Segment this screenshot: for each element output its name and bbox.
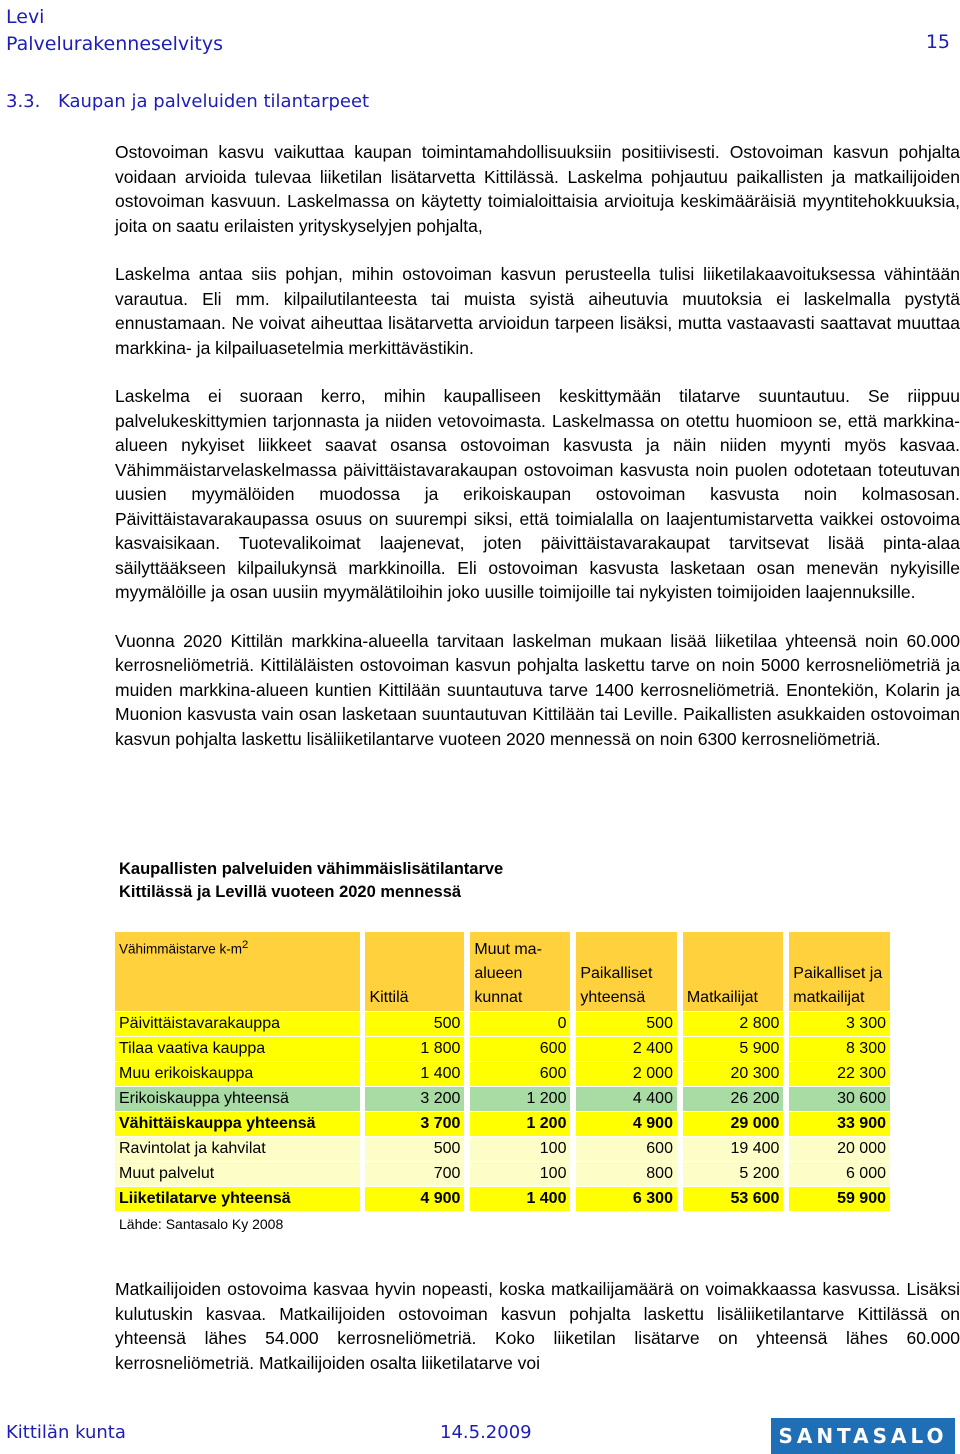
table-row: [115, 1037, 890, 1061]
row-label: Liiketilatarve yhteensä: [115, 1187, 360, 1211]
table-cell: 1 400: [470, 1187, 570, 1211]
table-cell: 3 200: [365, 1087, 464, 1111]
table-cell: 700: [365, 1162, 464, 1186]
table-row: [115, 1137, 890, 1161]
table-row: [115, 1012, 890, 1036]
table-header-row: [115, 932, 890, 1011]
running-header: [6, 4, 223, 58]
footer-date: 14.5.2009: [440, 1422, 532, 1443]
table-cell: 600: [576, 1137, 677, 1161]
table-cell: 6 300: [576, 1187, 677, 1211]
body-text-top: [115, 140, 960, 751]
table-cell: 59 900: [789, 1187, 890, 1211]
table-cell: 2 400: [576, 1037, 677, 1061]
table-cell: 1 800: [365, 1037, 464, 1061]
table-cell: 100: [470, 1137, 570, 1161]
table-cell: 5 200: [683, 1162, 784, 1186]
table-title: [119, 858, 503, 904]
row-label: Erikoiskauppa yhteensä: [115, 1087, 360, 1111]
paragraph-3: Laskelma ei suoraan kerro, mihin kaupalliseen keskittymään tilatarve suuntautuu. Se riippuu palvelukeskittymien tarjonnasta ja niiden vetovoimasta. Laskelmassa on otettu huomioon se, että markkina-alueen nykyiset liikkeet saavat osansa ostovoiman kasvusta ja näin niiden myynti myös kasvaa. Vähimmäistarvelaskelmassa päivittäistavarakaupan ostovoiman kasvusta noin puolen odotetaan toteutuvan uusien myymälöiden muodossa ja erikoiskaupan ostovoiman kasvusta noin kolmasosan. Päivittäistavarakaupassa osuus on suurempi siksi, että toimialalla on laajentumistarvetta vaikkei ostovoima kasvaisikaan. Tuotevalikoimat laajenevat, joten päivittäistavarakaupat tarvitsevat lisää pinta-alaa säilyttääkseen kilpailukynsä markkinoilla. Eli ostovoiman kasvusta lasketaan osan menevän nykyisille myymälöille ja osan uusiin myymälätiloihin joko uusille toimijoille tai nykyisten toimijoiden laajennuksille.: [115, 386, 960, 602]
table-cell: 20 000: [789, 1137, 890, 1161]
table-cell: 500: [365, 1137, 464, 1161]
paragraph-4: Vuonna 2020 Kittilän markkina-alueella tarvitaan laskelman mukaan lisää liiketilaa yhteensä noin 60.000 kerrosneliömetriä. Kittiläläisten ostovoiman kasvun pohjalta laskettu tarve on noin 5000 kerrosneliömetriä ja muiden markkina-alueen kuntien Kittilään suuntautuva tarve 1400 kerrosneliömetriä. Enontekiön, Kolarin ja Muonion kasvusta vain osan lasketaan suuntautuvan Kittilään tai Leville. Paikallisten asukkaiden ostovoiman kasvun pohjalta laskettu lisäliiketilantarve vuoteen 2020 mennessä on noin 6300 kerrosneliömetriä.: [115, 630, 960, 749]
table-cell: 2 800: [683, 1012, 784, 1036]
row-label: Tilaa vaativa kauppa: [115, 1037, 360, 1061]
footer-municipality: Kittilän kunta: [6, 1422, 126, 1443]
table-source: Lähde: Santasalo Ky 2008: [119, 1216, 284, 1232]
table-cell: 53 600: [683, 1187, 784, 1211]
table-cell: 1 400: [365, 1062, 464, 1086]
table-cell: 5 900: [683, 1037, 784, 1061]
santasalo-logo: SANTASALO: [771, 1418, 955, 1454]
table-cell: 500: [576, 1012, 677, 1036]
paragraph-2: Laskelma antaa siis pohjan, mihin ostovoiman kasvun perusteella tulisi liiketilakaavoituksessa vähintään varautua. Eli mm. kilpailutilanteesta tai muista syistä aiheutuvia muutoksia ei laskelmalla pystytä ennustamaan. Ne voivat aiheuttaa lisätarvetta arvioidun tarpeen lisäksi, mutta vastaavasti saattavat muuttaa markkina- ja kilpailuasetelmia merkittävästikin.: [115, 264, 960, 358]
row-label: Muut palvelut: [115, 1162, 360, 1186]
section-heading: [6, 91, 369, 112]
table-cell: 600: [470, 1062, 570, 1086]
table-cell: 100: [470, 1162, 570, 1186]
table-cell: 4 900: [365, 1187, 464, 1211]
column-header: Muut ma-alueen kunnat: [470, 932, 570, 1011]
table-cell: 2 000: [576, 1062, 677, 1086]
table-cell: 20 300: [683, 1062, 784, 1086]
row-label: Muu erikoiskauppa: [115, 1062, 360, 1086]
table-cell: 22 300: [789, 1062, 890, 1086]
table-cell: 26 200: [683, 1087, 784, 1111]
table-cell: 8 300: [789, 1037, 890, 1061]
header-line-2: Palvelurakenneselvitys: [6, 33, 224, 55]
table-title-line-1: Kaupallisten palveluiden vähimmäislisätilantarve: [119, 860, 504, 878]
table-cell: 29 000: [683, 1112, 784, 1136]
row-label: Vähittäiskauppa yhteensä: [115, 1112, 360, 1136]
table-cell: 30 600: [789, 1087, 890, 1111]
table-cell: 3 300: [789, 1012, 890, 1036]
table-cell: 800: [576, 1162, 677, 1186]
paragraph-5: Matkailijoiden ostovoima kasvaa hyvin nopeasti, koska matkailijamäärä on voimakkaassa kasvussa. Lisäksi kulutuskin kasvaa. Matkailijoiden ostovoiman kasvun pohjalta laskettu lisäliiketilantarve Kittilässä on yhteensä lähes 54.000 kerrosneliömetriä. Koko liiketilan lisätarve on yhteensä lähes 60.000 kerrosneliömetriä. Matkailijoiden osalta liiketilatarve voi: [115, 1279, 960, 1373]
table-cell: 600: [470, 1037, 570, 1061]
table-row: [115, 1087, 890, 1111]
section-title: Kaupan ja palveluiden tilantarpeet: [58, 91, 370, 112]
paragraph-1: Ostovoiman kasvu vaikuttaa kaupan toimintamahdollisuuksiin positiivisesti. Ostovoiman kasvun pohjalta voidaan arvioida tulevaa liiketilan lisätarvetta Kittilässä. Laskelma pohjautuu paikallisten ja matkailijoiden ostovoiman kasvuun. Laskelmassa on käytetty toimialoittaisia arvioituja keskimääräisiä myyntitehokkuuksia, joita on saatu erilaisten yrityskyselyjen pohjalta,: [115, 142, 960, 236]
column-header: Paikalliset ja matkailijat: [789, 932, 890, 1011]
table-cell: 6 000: [789, 1162, 890, 1186]
table-cell: 33 900: [789, 1112, 890, 1136]
body-text-bottom: [115, 1277, 960, 1375]
space-requirement-table: [115, 931, 890, 1212]
table-cell: 3 700: [365, 1112, 464, 1136]
table-cell: 19 400: [683, 1137, 784, 1161]
section-number: 3.3.: [6, 91, 41, 112]
table-cell: 4 400: [576, 1087, 677, 1111]
table-cell: 4 900: [576, 1112, 677, 1136]
table-cell: 500: [365, 1012, 464, 1036]
table-cell: 1 200: [470, 1112, 570, 1136]
table-row: [115, 1162, 890, 1186]
column-header: Kittilä: [365, 932, 464, 1011]
table-cell: 0: [470, 1012, 570, 1036]
row-label: Päivittäistavarakauppa: [115, 1012, 360, 1036]
table-cell: 1 200: [470, 1087, 570, 1111]
column-header: Paikalliset yhteensä: [576, 932, 677, 1011]
table-corner-label: Vähimmäistarve $k-m^2$: [115, 932, 360, 1011]
table-row: [115, 1062, 890, 1086]
row-label: Ravintolat ja kahvilat: [115, 1137, 360, 1161]
header-line-1: Levi: [6, 6, 45, 28]
table-row: [115, 1187, 890, 1211]
table-row: [115, 1112, 890, 1136]
column-header: Matkailijat: [683, 932, 784, 1011]
page-number: 15: [925, 31, 950, 53]
table-title-line-2: Kittilässä ja Levillä vuoteen 2020 mennessä: [119, 883, 462, 901]
